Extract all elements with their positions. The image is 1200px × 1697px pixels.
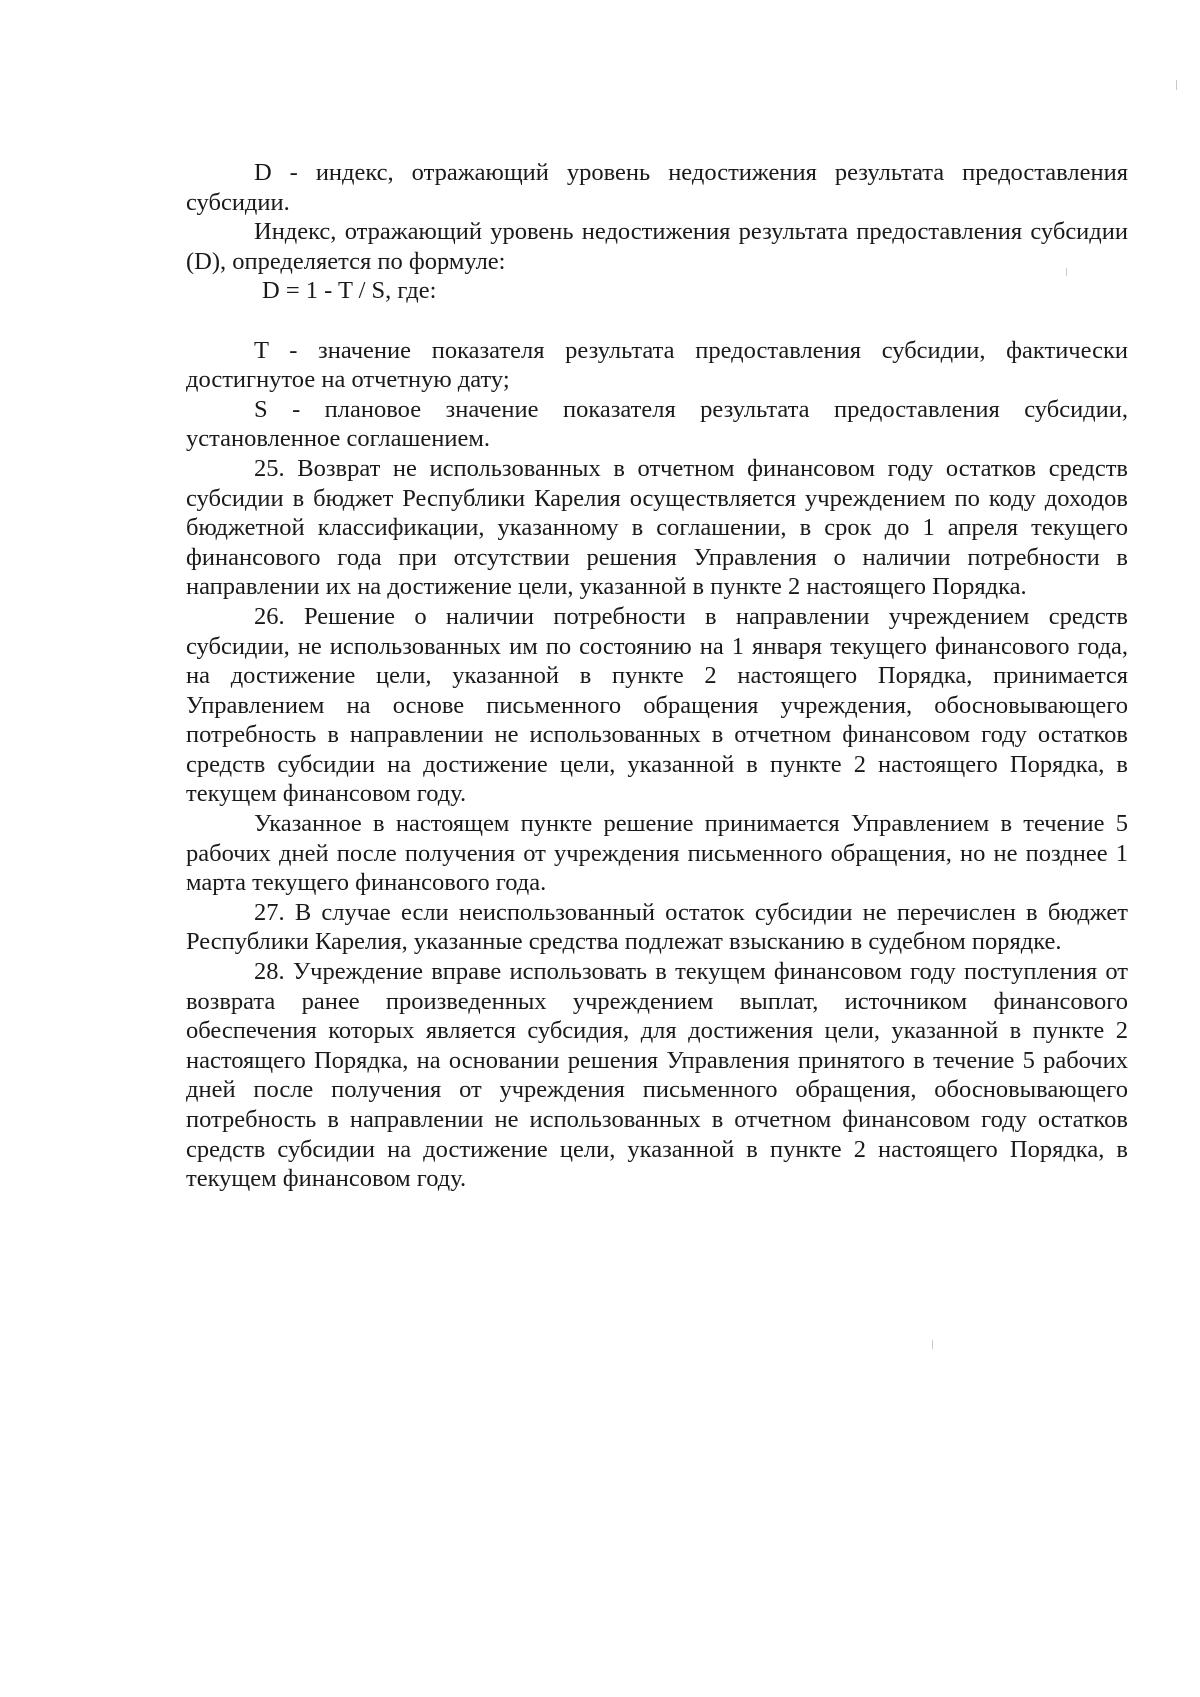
paragraph-d-definition: D - индекс, отражающий уровень недостижения результата предоставления субсидии. xyxy=(186,159,1128,216)
paragraph-26: 26. Решение о наличии потребности в направлении учреждением средств субсидии, не использованных им по состоянию на 1 января текущего финансового года, на достижение цели, указанной в пункте 2 настоящего Порядка, принимается Управлением на основе письменного обращения учреждения, обосновывающего потребность в направлении не использованных в отчетном финансовом году остатков средств субсидии на достижение цели, указанной в пункте 2 настоящего Порядка, в текущем финансовом году. xyxy=(186,602,1128,808)
scan-mark xyxy=(1176,80,1177,90)
paragraph-25: 25. Возврат не использованных в отчетном финансовом году остатков средств субсидии в бюджет Республики Карелия осуществляется учреждением по коду доходов бюджетной классификации, указанному в соглашении, в срок до 1 апреля текущего финансового года при отсутствии решения Управления о наличии потребности в направлении их на достижение цели, указанной в пункте 2 настоящего Порядка. xyxy=(186,454,1128,601)
document-body xyxy=(186,158,1128,1194)
scan-mark xyxy=(932,1340,933,1349)
paragraph-27: 27. В случае если неиспользованный остаток субсидии не перечислен в бюджет Республики Карелия, указанные средства подлежат взысканию в судебном порядке. xyxy=(186,898,1128,956)
paragraph-s-definition: S - плановое значение показателя результата предоставления субсидии, установленное соглашением. xyxy=(186,395,1128,453)
paragraph-28: 28. Учреждение вправе использовать в текущем финансовом году поступления от возврата ранее произведенных учреждением выплат, источником финансового обеспечения которых является субсидия, для достижения цели, указанной в пункте 2 настоящего Порядка, на основании решения Управления принятого в течение 5 рабочих дней после получения от учреждения письменного обращения, обосновывающего потребность в направлении не использованных в отчетном финансовом году остатков средств субсидии на достижение цели, указанной в пункте 2 настоящего Порядка, в текущем финансовом году. xyxy=(186,958,1128,1193)
paragraph-26-continued: Указанное в настоящем пункте решение принимается Управлением в течение 5 рабочих дней после получения от учреждения письменного обращения, но не позднее 1 марта текущего финансового года. xyxy=(186,810,1128,897)
paragraph-t-definition: T - значение показателя результата предоставления субсидии, фактически достигнутое на отчетную дату; xyxy=(186,336,1128,394)
scan-mark xyxy=(1066,268,1067,276)
paragraph-d-intro: Индекс, отражающий уровень недостижения результата предоставления субсидии (D), определяется по формуле: xyxy=(186,218,1128,275)
formula-d: D = 1 - T / S, где: xyxy=(262,277,437,305)
